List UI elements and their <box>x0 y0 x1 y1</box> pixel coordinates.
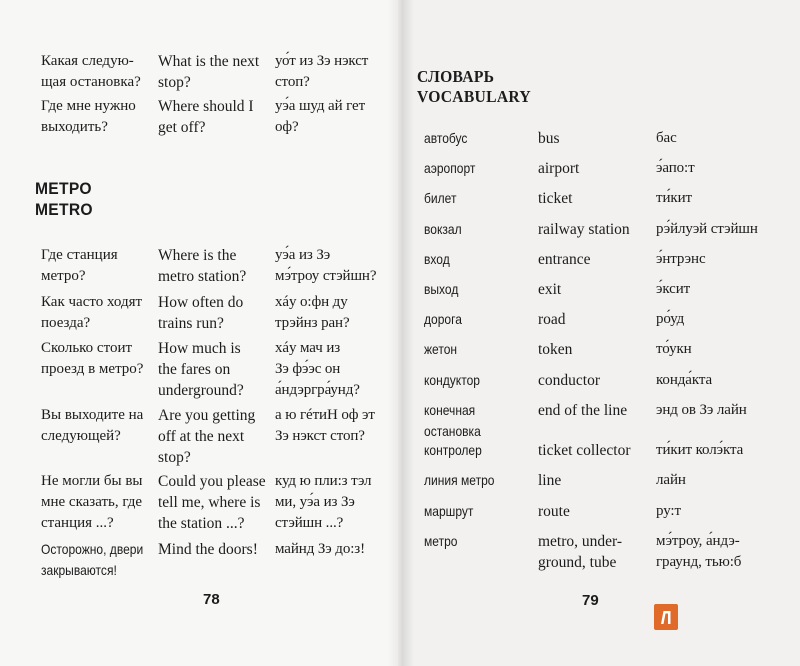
vocab-ru: билет <box>424 190 457 206</box>
vocab-en: airport <box>538 160 580 177</box>
vocab-ru: маршрут <box>424 503 474 519</box>
vocab-transcription: э́апо:т <box>656 160 695 176</box>
vocab-ru: метро <box>424 533 458 549</box>
vocab-transcription: рэ́йлуэй стэйшн <box>656 221 758 237</box>
vocab-en: route <box>538 503 570 520</box>
letter-l-logo-icon <box>654 604 678 630</box>
vocab-ru: жетон <box>424 341 458 357</box>
vocab-en: exit <box>538 281 562 298</box>
phrase-transcription: уэ́а шуд ай гет оф? <box>275 98 366 135</box>
vocab-transcription: конда́кта <box>656 372 713 388</box>
phrase-ru: Не могли бы вы мне сказать, где станция ...? <box>41 473 143 531</box>
vocab-transcription: э́ксит <box>656 281 691 297</box>
vocab-transcription: лайн <box>656 472 686 488</box>
publisher-logo <box>654 604 678 630</box>
vocab-en: metro, under- ground, tube <box>538 533 623 571</box>
vocab-ru: конечная остановка <box>424 402 481 439</box>
vocab-en: ticket <box>538 190 573 207</box>
vocab-ru: автобус <box>424 130 468 146</box>
phrase-en: What is the next stop? <box>158 53 260 91</box>
phrase-en: Mind the doors! <box>158 541 258 558</box>
section-title-en: METRO <box>35 200 93 219</box>
phrase-en: Could you please tell me, where is the station ...? <box>158 473 266 532</box>
page-number-right: 79 <box>582 592 599 609</box>
phrase-transcription: а ю гéтиН оф эт Зэ нэкст стоп? <box>275 407 375 444</box>
vocab-ru: вход <box>424 251 450 267</box>
vocab-ru: аэропорт <box>424 160 476 176</box>
phrase-ru: Осторожно, двери закрываются! <box>41 541 144 578</box>
vocab-en: conductor <box>538 372 600 389</box>
phrase-ru: Сколько стоит проезд в метро? <box>41 340 144 377</box>
vocab-en: ticket collector <box>538 442 631 459</box>
phrase-en: Are you getting off at the next stop? <box>158 407 256 466</box>
page-number-left: 78 <box>203 591 220 608</box>
vocab-en: bus <box>538 130 560 147</box>
vocab-transcription: ро́уд <box>656 311 685 327</box>
vocab-ru: вокзал <box>424 221 462 237</box>
vocab-transcription: ти́кит колэ́кта <box>656 442 744 458</box>
vocab-en: road <box>538 311 566 328</box>
vocab-ru: выход <box>424 281 459 297</box>
phrase-transcription: хáу о:фн ду трэйнз ран? <box>275 294 350 331</box>
vocab-en: railway station <box>538 221 630 238</box>
vocab-transcription: ру:т <box>656 503 681 519</box>
vocab-ru: дорога <box>424 311 462 327</box>
vocab-transcription: мэ́троу, а́ндэ- граунд, тью:б <box>656 533 742 570</box>
phrase-ru: Как часто ходят поезда? <box>41 294 143 331</box>
phrase-en: Where is the metro station? <box>158 247 247 285</box>
phrase-en: Where should I get off? <box>158 98 254 136</box>
phrase-transcription: куд ю пли:з тэл ми, уэ́а из Зэ стэйшн ...? <box>275 473 372 531</box>
vocabulary-title-en: VOCABULARY <box>417 87 531 106</box>
vocab-en: line <box>538 472 562 489</box>
vocab-transcription: бас <box>656 130 677 146</box>
vocab-ru: контролер <box>424 442 482 458</box>
phrase-en: How often do trains run? <box>158 294 244 332</box>
vocab-ru: кондуктор <box>424 372 480 388</box>
vocab-en: end of the line <box>538 402 628 419</box>
section-title-ru: МЕТРО <box>35 179 92 198</box>
phrase-transcription: майнд Зэ до:з! <box>275 541 366 557</box>
vocab-transcription: энд ов Зэ лайн <box>656 402 747 418</box>
vocab-ru: линия метро <box>424 472 495 488</box>
phrase-transcription: уэ́а из Зэ мэ́троу стэйшн? <box>275 247 377 284</box>
phrase-ru: Где станция метро? <box>41 247 118 284</box>
vocab-en: entrance <box>538 251 591 268</box>
phrase-ru: Какая следую- щая остановка? <box>41 53 141 90</box>
vocab-transcription: э́нтрэнс <box>656 251 706 267</box>
book-spine <box>388 0 414 666</box>
phrase-transcription: хáу мач из Зэ фэ́эс он а́ндэргра́унд? <box>275 340 360 398</box>
phrase-ru: Где мне нужно выходить? <box>41 98 136 135</box>
vocab-transcription: ти́кит <box>656 190 692 206</box>
vocabulary-title-ru: СЛОВАРЬ <box>417 67 495 86</box>
phrase-en: How much is the fares on underground? <box>158 340 244 399</box>
phrase-ru: Вы выходите на следующей? <box>41 407 144 444</box>
vocab-en: token <box>538 341 573 358</box>
vocab-transcription: то́укн <box>656 341 692 357</box>
phrase-transcription: уо́т из Зэ нэкст стоп? <box>275 53 369 90</box>
